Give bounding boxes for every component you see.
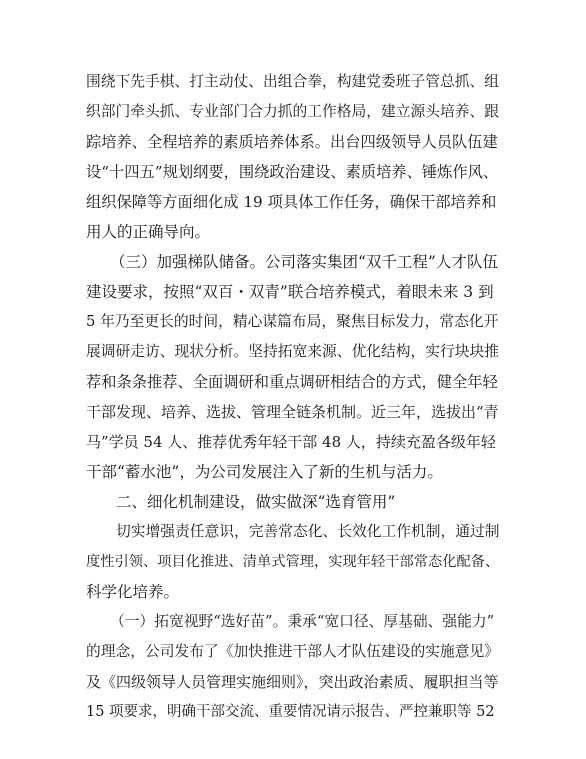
line-text: 踪培养、全程培养的素质培养体系。出台四级领导人员队伍建 <box>86 133 498 151</box>
text-line <box>0 608 586 636</box>
text-line <box>0 698 586 726</box>
line-text: 马”学员 54 人、推荐优秀年轻干部 48 人，持续充盈各级年轻 <box>86 433 496 451</box>
line-text: 织部门牵头抓、专业部门合力抓的工作格局，建立源头培养、跟 <box>86 103 499 120</box>
text-line <box>0 278 586 306</box>
text-line <box>0 368 586 396</box>
text-line <box>0 518 586 546</box>
text-line <box>0 158 586 186</box>
text-line <box>0 308 586 336</box>
line-text: 及《四级领导人员管理实施细则》，突出政治素质、履职担当等 <box>86 673 499 691</box>
line-text: 用人的正确导向。 <box>86 223 211 241</box>
line-text: 科学化培养。 <box>86 583 180 601</box>
text-line <box>0 458 586 486</box>
line-text: 切实增强责任意识，完善常态化、长效化工作机制，通过制 <box>116 523 500 540</box>
line-text: （一）拓宽视野“选好苗”。秉承“宽口径、厚基础、强能力” <box>110 613 495 630</box>
line-text: （三）加强梯队储备。公司落实集团“双千工程”人才队伍 <box>110 253 498 271</box>
line-text: 5 年乃至更长的时间，精心谋篇布局，聚焦目标发力，常态化开 <box>86 313 499 330</box>
text-line <box>0 338 586 366</box>
line-text: 15 项要求，明确干部交流、重要情况请示报告、严控兼职等 52 <box>86 704 495 720</box>
text-line <box>0 128 586 156</box>
text-line <box>0 98 586 126</box>
text-line <box>0 638 586 666</box>
line-text: 建设要求，按照“双百・双青”联合培养模式，着眼未来 3 到 <box>86 283 494 301</box>
line-text: 干部发现、培养、选拔、管理全链条机制。近三年，选拔出“青 <box>86 403 499 421</box>
text-line <box>0 218 586 246</box>
text-line <box>0 428 586 456</box>
text-line <box>0 578 586 606</box>
line-text: 二、细化机制建设，做实做深“选育管用” <box>116 493 396 511</box>
text-line <box>0 188 586 216</box>
line-text: 干部“蓄水池”，为公司发展注入了新的生机与活力。 <box>86 463 443 481</box>
text-line <box>0 68 586 96</box>
section-heading <box>0 488 586 516</box>
line-text: 荐和条条推荐、全面调研和重点调研相结合的方式，健全年轻 <box>86 373 498 391</box>
text-line <box>0 248 586 276</box>
line-text: 组织保障等方面细化成 19 项具体工作任务，确保干部培养和 <box>86 193 497 211</box>
line-text: 展调研走访、现状分析。坚持拓宽来源、优化结构，实行块块推 <box>86 343 499 360</box>
line-text: 围绕下先手棋、打主动仗、出组合拳，构建党委班子管总抓、组 <box>86 73 499 90</box>
line-text: 度性引领、项目化推进、清单式管理，实现年轻干部常态化配备、 <box>86 554 500 570</box>
line-text: 的理念，公司发布了《加快推进干部人才队伍建设的实施意见》 <box>86 643 499 660</box>
text-line <box>0 668 586 696</box>
text-line <box>0 548 586 576</box>
text-line <box>0 398 586 426</box>
line-text: 设“十四五”规划纲要，围绕政治建设、素质培养、锤炼作风、 <box>86 163 499 181</box>
